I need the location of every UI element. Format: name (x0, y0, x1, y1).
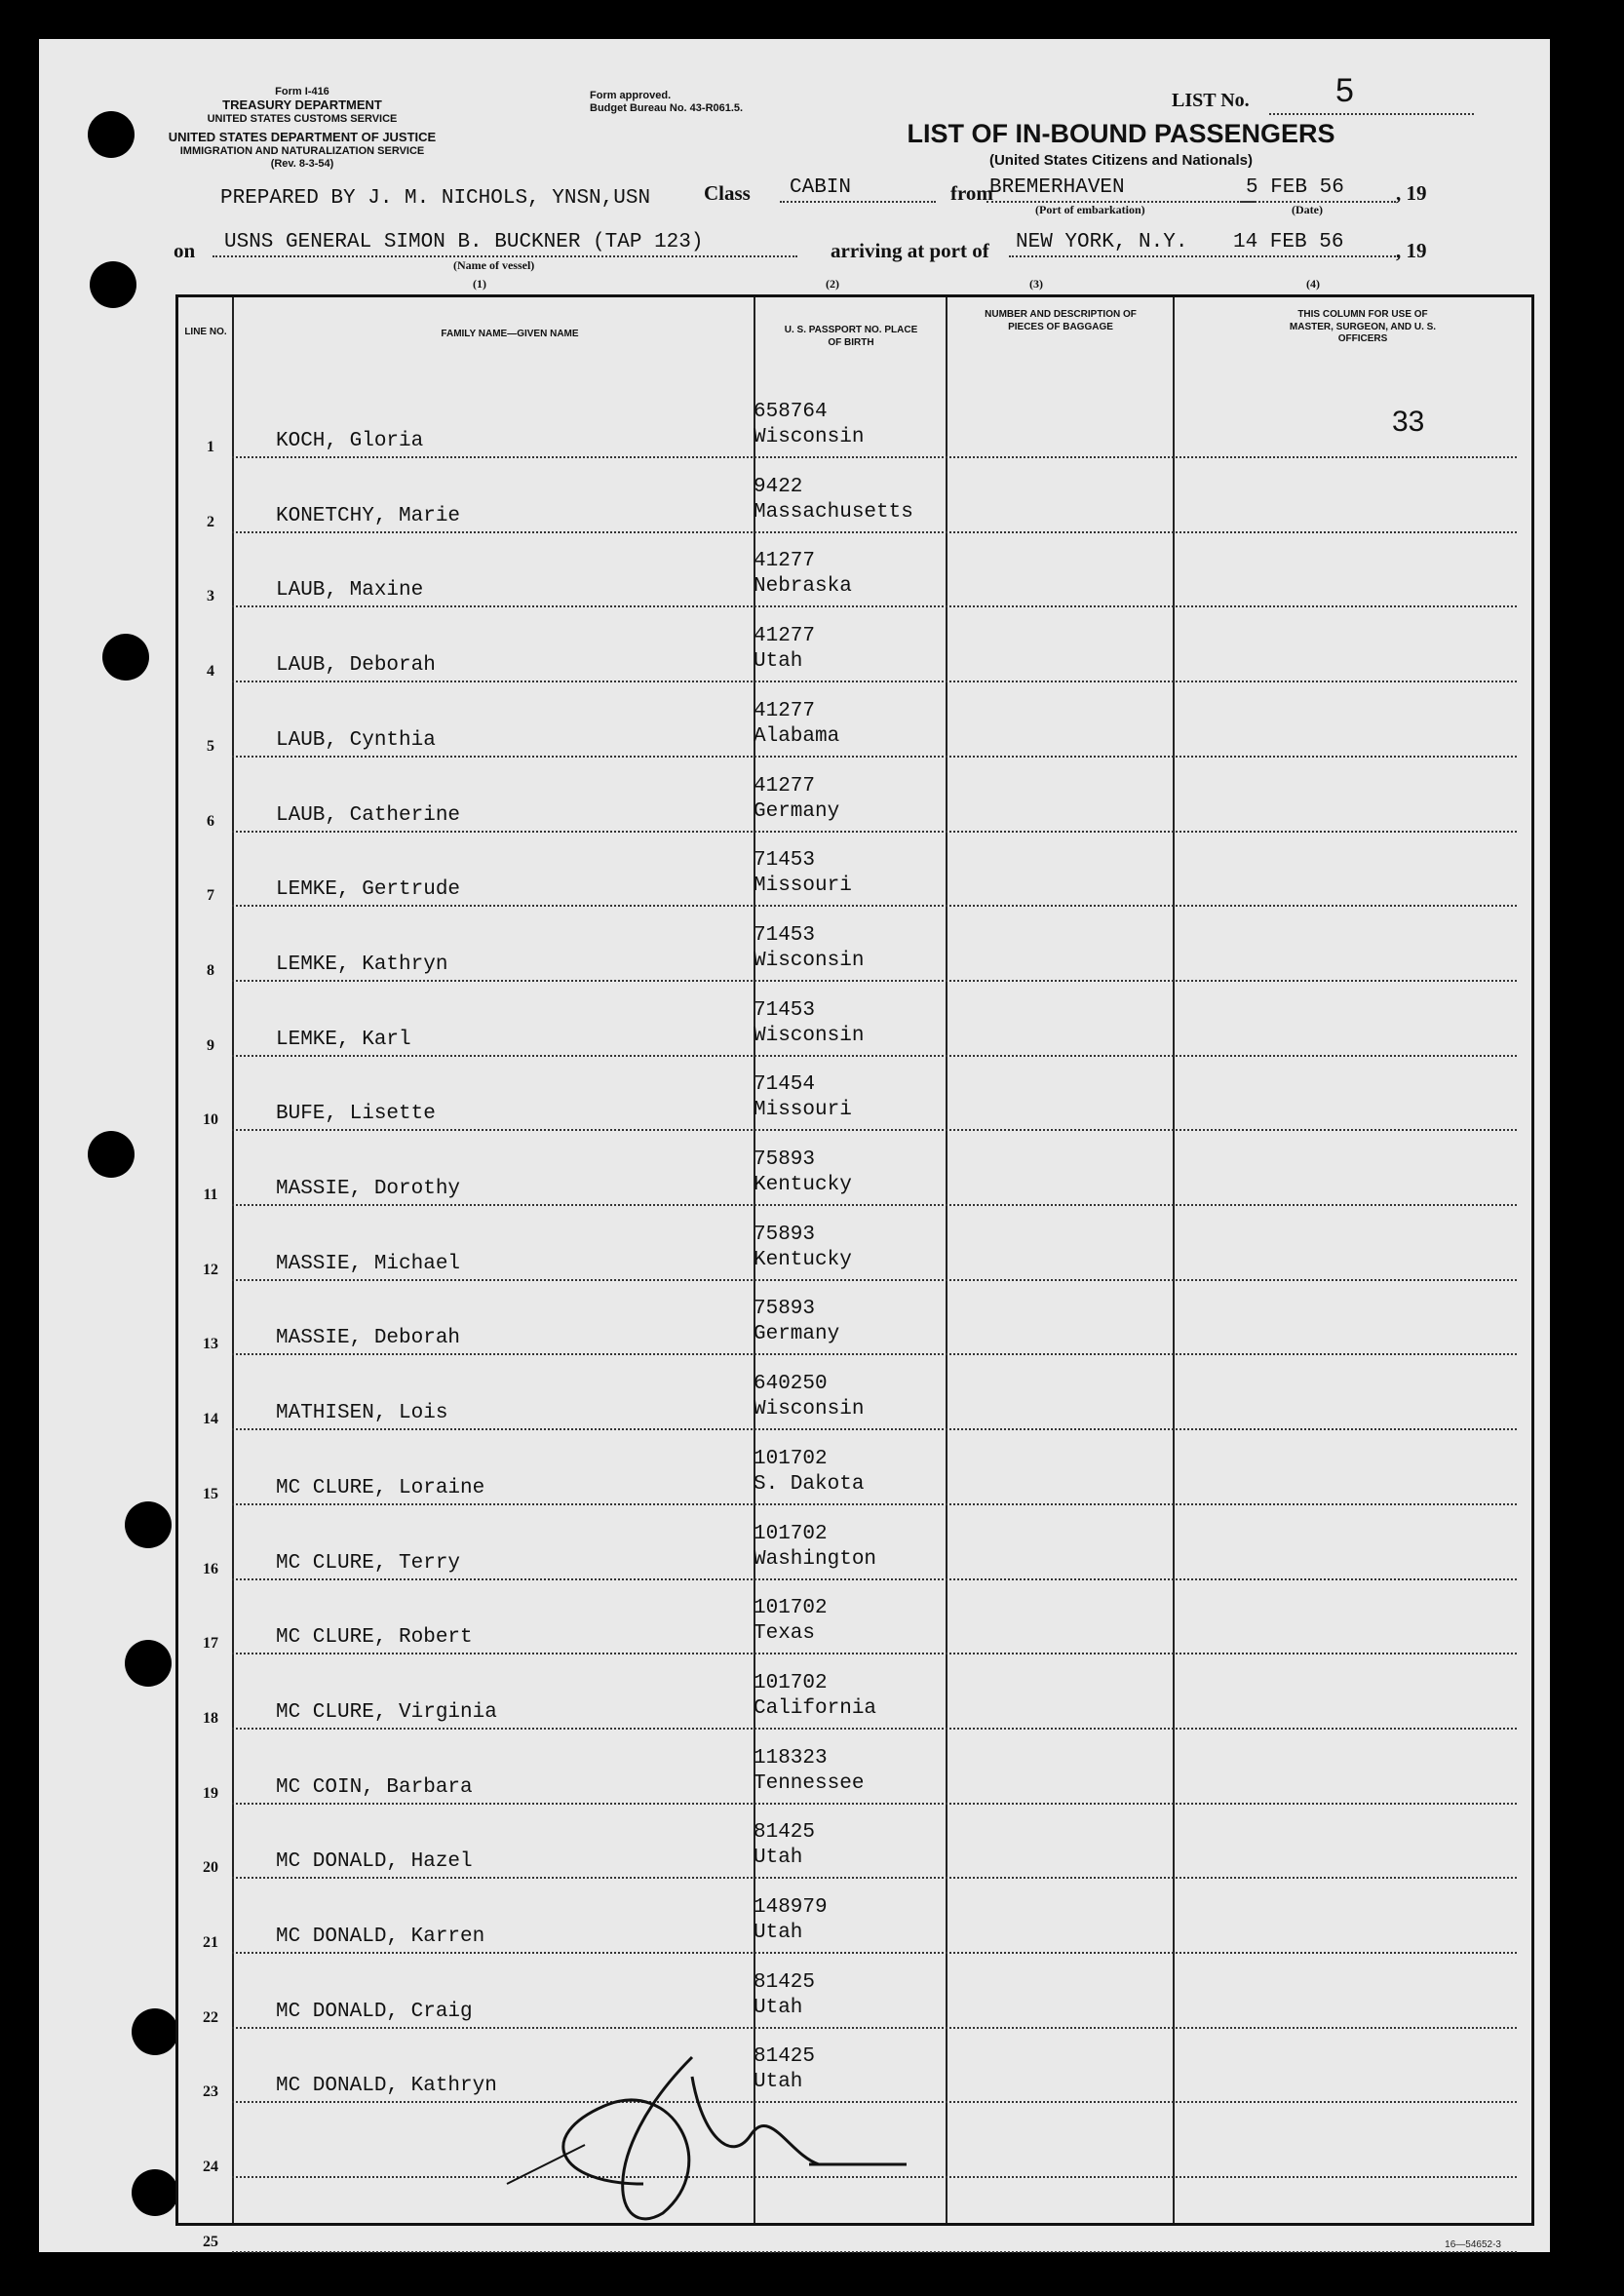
table-row (178, 1579, 1528, 1654)
passenger-name: MC CLURE, Loraine (276, 1476, 485, 1499)
line-number: 3 (207, 588, 214, 605)
approval-note (590, 90, 743, 114)
table-row (178, 907, 1528, 982)
passenger-name: MASSIE, Dorothy (276, 1178, 461, 1200)
line-number: 23 (203, 2083, 218, 2101)
class-value: CABIN (790, 176, 852, 199)
table-row (178, 532, 1528, 607)
page-subtitle: (United States Citizens and Nationals) (988, 152, 1254, 169)
arrival-port: NEW YORK, N.Y. (1016, 231, 1188, 253)
passenger-name: KOCH, Gloria (276, 430, 424, 452)
line-number: 14 (203, 1411, 218, 1428)
class-label: Class (704, 181, 751, 205)
table-row (178, 1355, 1528, 1430)
binder-hole (102, 634, 149, 681)
col-header-passport: U. S. PASSPORT NO. PLACE OF BIRTH (784, 325, 918, 348)
passport-number: 148979 (754, 1896, 828, 1919)
place-of-birth: Germany (754, 1323, 840, 1346)
revision-note: (Rev. 8-3-54) (270, 157, 334, 170)
customs-heading: UNITED STATES CUSTOMS SERVICE (207, 112, 398, 125)
place-of-birth: Wisconsin (754, 949, 865, 972)
passenger-name: MASSIE, Michael (276, 1252, 461, 1275)
line-number: 8 (207, 961, 214, 979)
line-number: 12 (203, 1261, 218, 1278)
budget-text: Budget Bureau No. 43-R061.5. (590, 101, 744, 114)
table-row (178, 682, 1528, 758)
col-index-2: (2) (826, 277, 839, 291)
passport-number: 71453 (754, 923, 816, 947)
from-label: from (950, 181, 993, 205)
place-of-birth: Nebraska (754, 575, 852, 599)
passport-number: 81425 (754, 1821, 816, 1845)
line-number: 9 (207, 1036, 214, 1054)
passenger-name: MC CLURE, Terry (276, 1551, 461, 1575)
passport-number: 101702 (754, 1522, 828, 1545)
passenger-name: BUFE, Lisette (276, 1103, 436, 1126)
line-number: 22 (203, 2008, 218, 2026)
arriving-label: arriving at port of (831, 239, 989, 262)
passenger-name: MASSIE, Deborah (276, 1327, 461, 1350)
list-label: LIST No. (1172, 90, 1250, 111)
passenger-name: MC DONALD, Hazel (276, 1850, 473, 1874)
passport-number: 71453 (754, 849, 816, 873)
col-index-3: (3) (1029, 277, 1043, 291)
passport-number: 81425 (754, 2045, 816, 2069)
table-row (178, 1879, 1528, 1954)
binder-hole (88, 1131, 135, 1178)
binder-hole (90, 261, 136, 308)
table-row (178, 982, 1528, 1057)
passport-number: 41277 (754, 699, 816, 722)
table-row (178, 1730, 1528, 1805)
passenger-name: MATHISEN, Lois (276, 1402, 448, 1425)
place-of-birth: Utah (754, 650, 803, 674)
line-number: 2 (207, 513, 214, 530)
treasury-heading: TREASURY DEPARTMENT (222, 97, 382, 112)
passenger-name: LEMKE, Karl (276, 1028, 411, 1051)
handwritten-signature (497, 2018, 946, 2252)
binder-hole (132, 2169, 178, 2216)
col-index-1: (1) (473, 277, 486, 291)
vessel-line (213, 255, 797, 257)
from-sublabel: (Port of embarkation) (1035, 203, 1145, 216)
passenger-name: LAUB, Cynthia (276, 728, 436, 752)
line-number: 10 (203, 1111, 218, 1129)
list-number: 5 (1335, 72, 1354, 109)
class-line (780, 201, 936, 203)
passenger-name: LAUB, Deborah (276, 654, 436, 678)
binder-hole (132, 2008, 178, 2055)
list-line (1269, 113, 1474, 115)
passport-number: 71453 (754, 998, 816, 1022)
line-number: 13 (203, 1336, 218, 1353)
year-label-2: , 19 (1396, 239, 1427, 262)
arrival-date: 14 FEB 56 (1233, 231, 1344, 253)
place-of-birth: Missouri (754, 1099, 852, 1122)
place-of-birth: Utah (754, 1847, 803, 1870)
table-row (178, 1804, 1528, 1879)
date-sublabel: (Date) (1292, 203, 1323, 216)
table-row (178, 1206, 1528, 1281)
col-header-baggage: NUMBER AND DESCRIPTION OF PIECES OF BAGGAGE (985, 309, 1137, 332)
binder-hole (88, 111, 135, 158)
col-header-line: LINE NO. (184, 327, 227, 337)
line-number: 15 (203, 1485, 218, 1502)
table-row (178, 607, 1528, 682)
passport-number: 9422 (754, 475, 803, 498)
passenger-name: MC DONALD, Kathryn (276, 2075, 497, 2098)
passport-number: 640250 (754, 1373, 828, 1396)
place-of-birth: Texas (754, 1622, 816, 1646)
place-of-birth: Germany (754, 799, 840, 823)
place-of-birth: Washington (754, 1547, 877, 1571)
line-number: 18 (203, 1709, 218, 1727)
table-row (178, 1131, 1528, 1206)
passport-number: 118323 (754, 1746, 828, 1770)
line-number: 24 (203, 2159, 218, 2176)
prepared-by: PREPARED BY J. M. NICHOLS, YNSN,USN (220, 187, 651, 210)
place-of-birth: Wisconsin (754, 426, 865, 448)
line-number: 25 (203, 2233, 218, 2250)
place-of-birth: S. Dakota (754, 1472, 865, 1496)
line-number: 5 (207, 737, 214, 755)
form-number: Form I-416 (275, 86, 329, 97)
arrival-line (1009, 255, 1399, 257)
passport-number: 71454 (754, 1073, 816, 1097)
table-row (178, 1505, 1528, 1580)
line-number: 6 (207, 812, 214, 830)
on-label: on (174, 239, 196, 262)
line-number: 20 (203, 1859, 218, 1877)
departure-date: 5 FEB 56 (1246, 176, 1344, 199)
line-number: 17 (203, 1635, 218, 1653)
passport-number: 81425 (754, 1970, 816, 1994)
place-of-birth: Utah (754, 2071, 803, 2094)
table-row (178, 1056, 1528, 1131)
table-row (178, 383, 1528, 458)
binder-hole (125, 1501, 172, 1548)
vessel-sublabel: (Name of vessel) (453, 258, 535, 272)
line-number: 11 (203, 1187, 218, 1203)
justice-heading: UNITED STATES DEPARTMENT OF JUSTICE (168, 130, 437, 145)
passenger-name: MC COIN, Barbara (276, 1775, 473, 1799)
passport-number: 75893 (754, 1223, 816, 1246)
place-of-birth: Wisconsin (754, 1024, 865, 1047)
place-of-birth: Alabama (754, 724, 840, 748)
passport-number: 101702 (754, 1447, 828, 1470)
document-page (39, 39, 1550, 2252)
place-of-birth: Missouri (754, 875, 852, 898)
table-row (178, 758, 1528, 833)
approval-text: Form approved. (590, 90, 672, 101)
passenger-name: MC DONALD, Craig (276, 2000, 473, 2023)
place-of-birth: Utah (754, 1922, 803, 1944)
passport-number: 75893 (754, 1148, 816, 1171)
passport-number: 658764 (754, 401, 828, 423)
passenger-name: MC CLURE, Virginia (276, 1700, 497, 1724)
year-label-1: , 19 (1396, 181, 1427, 205)
line-number: 1 (207, 439, 214, 455)
passenger-name: LEMKE, Gertrude (276, 878, 461, 902)
col-index-4: (4) (1306, 277, 1320, 291)
place-of-birth: Kentucky (754, 1174, 852, 1196)
place-of-birth: California (754, 1696, 877, 1720)
footer-code: 16—54652-3 (1445, 2239, 1501, 2250)
passport-number: 75893 (754, 1298, 816, 1321)
passenger-name: LAUB, Catherine (276, 803, 461, 827)
passenger-name: MC CLURE, Robert (276, 1626, 473, 1650)
from-value: BREMERHAVEN (989, 176, 1125, 199)
place-of-birth: Tennessee (754, 1771, 865, 1795)
place-of-birth: Utah (754, 1996, 803, 2019)
table-row (178, 1280, 1528, 1355)
binder-hole (125, 1640, 172, 1687)
passport-number: 101702 (754, 1671, 828, 1694)
page-title: LIST OF IN-BOUND PASSENGERS (907, 119, 1335, 148)
table-row (178, 1654, 1528, 1730)
line-number: 4 (207, 663, 214, 681)
line-number: 7 (207, 887, 214, 905)
agency-block (156, 86, 448, 170)
passenger-name: LEMKE, Kathryn (276, 953, 448, 976)
passenger-name: MC DONALD, Karren (276, 1926, 485, 1948)
passenger-name: KONETCHY, Marie (276, 504, 461, 527)
line-number: 19 (203, 1784, 218, 1802)
col-header-officers: THIS COLUMN FOR USE OF MASTER, SURGEON, AND U. S. OFFICERS (1289, 309, 1437, 344)
place-of-birth: Wisconsin (754, 1398, 865, 1421)
place-of-birth: Massachusetts (754, 500, 913, 524)
passport-number: 101702 (754, 1597, 828, 1620)
passport-number: 41277 (754, 550, 816, 573)
officer-note: 33 (1392, 406, 1425, 438)
col-header-name: FAMILY NAME—GIVEN NAME (441, 329, 579, 339)
ins-heading: IMMIGRATION AND NATURALIZATION SERVICE (179, 145, 425, 158)
vessel-name: USNS GENERAL SIMON B. BUCKNER (TAP 123) (224, 231, 704, 253)
table-row (178, 458, 1528, 533)
line-number: 21 (203, 1934, 218, 1951)
table-row (178, 832, 1528, 907)
line-number: 16 (203, 1560, 218, 1577)
place-of-birth: Kentucky (754, 1248, 852, 1271)
passport-number: 41277 (754, 625, 816, 648)
passenger-name: LAUB, Maxine (276, 579, 424, 603)
table-row (178, 1430, 1528, 1505)
passport-number: 41277 (754, 774, 816, 798)
